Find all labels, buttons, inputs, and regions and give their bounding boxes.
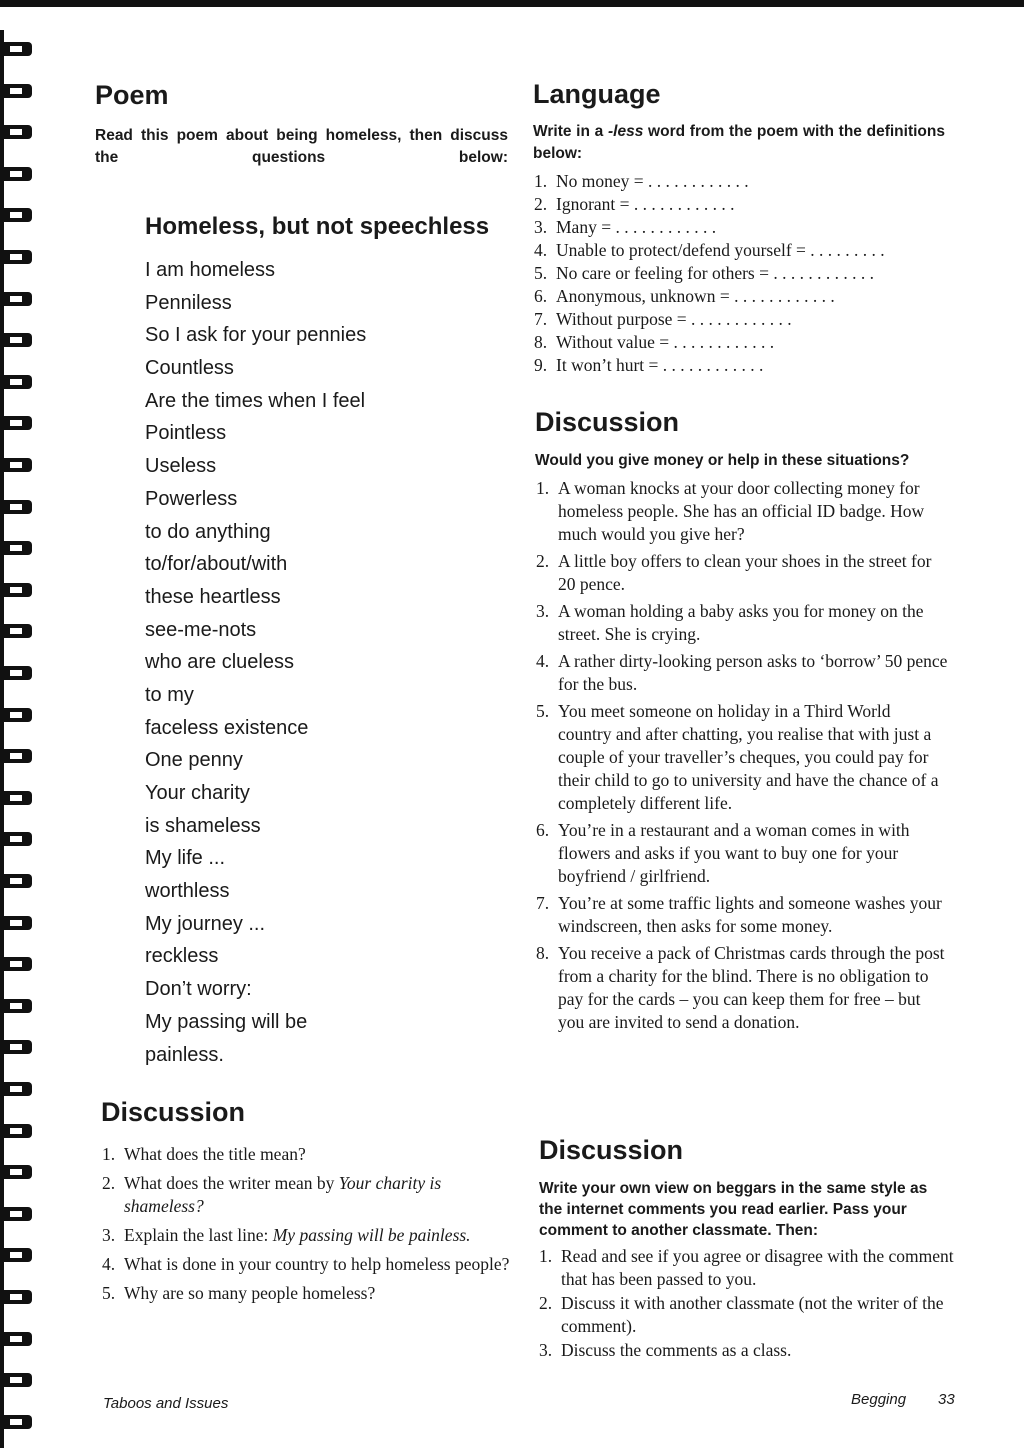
language-definition — [534, 331, 954, 354]
discussion-2-situation — [536, 819, 948, 888]
poem-line: to do anything — [145, 520, 271, 543]
language-instruction — [533, 121, 945, 165]
poem-line: is shameless — [145, 814, 261, 837]
discussion-1-question — [102, 1224, 512, 1247]
item-text: Without value = . . . . . . . . . . . . — [556, 332, 775, 352]
language-definition — [534, 170, 954, 193]
binding-ring — [2, 414, 38, 432]
binding-ring — [2, 664, 38, 682]
discussion-2-instruction: Would you give money or help in these situations? — [535, 452, 910, 469]
item-text: Ignorant = . . . . . . . . . . . . — [556, 194, 735, 214]
binding-ring — [2, 622, 38, 640]
poem-line: My journey ... — [145, 912, 266, 935]
poem-line: faceless existence — [145, 716, 309, 739]
item-text: Many = . . . . . . . . . . . . — [556, 217, 717, 237]
binding-ring — [2, 1122, 38, 1140]
language-definition — [534, 262, 954, 285]
item-number: 3. — [539, 1340, 553, 1360]
poem-line: My passing will be — [145, 1010, 308, 1033]
language-definition — [534, 308, 954, 331]
binding-ring — [2, 456, 38, 474]
item-number: 7. — [536, 893, 550, 913]
item-text: What does the title mean? — [124, 1144, 306, 1164]
item-text: Why are so many people homeless? — [124, 1283, 376, 1303]
item-number: 6. — [536, 820, 550, 840]
binding-ring — [2, 747, 38, 765]
binding-ring — [2, 1413, 38, 1431]
poem-line: worthless — [145, 880, 230, 903]
binding-ring — [2, 165, 38, 183]
discussion-3-heading: Discussion — [539, 1135, 684, 1165]
poem-line: to my — [145, 683, 194, 706]
page-number: 33 — [938, 1391, 955, 1408]
binding-ring — [2, 1038, 38, 1056]
item-text: Read and see if you agree or disagree with the comment that has been passed to you. — [561, 1246, 954, 1289]
item-italic-quote: Your charity is shameless? — [124, 1173, 442, 1216]
item-number: 2. — [534, 194, 548, 214]
discussion-2-situation — [536, 942, 948, 1034]
discussion-1-question — [102, 1172, 512, 1218]
discussion-1-question — [102, 1143, 512, 1166]
language-definition — [534, 216, 954, 239]
binding-ring — [2, 830, 38, 848]
discussion-3-instruction: Write your own view on beggars in the same style as the internet comments you read earlier. Pass your comment to another classmate. Then: — [539, 1180, 928, 1239]
poem-line: My life ... — [145, 847, 226, 870]
item-text: You receive a pack of Christmas cards through the post from a charity for the blind. There is no obligation to pay for the cards – you can keep them for free – but you are invited to send a donation. — [558, 943, 945, 1032]
footer-unit-title: Begging — [851, 1391, 907, 1408]
item-text: You meet someone on holiday in a Third World country and after chatting, you realise that with just a couple of your traveller’s cheques, you could pay for their child to go to university and have the chance of a completely different life. — [558, 701, 939, 813]
binding-ring — [2, 373, 38, 391]
discussion-3-step — [539, 1292, 954, 1338]
item-text: Explain the last line: — [124, 1225, 273, 1245]
item-text: A rather dirty-looking person asks to ‘borrow’ 50 pence for the bus. — [558, 651, 948, 694]
discussion-2-situation — [536, 600, 948, 646]
binding-ring — [2, 1246, 38, 1264]
binding-ring — [2, 706, 38, 724]
item-number: 5. — [534, 263, 548, 283]
item-number: 5. — [536, 701, 550, 721]
item-number: 4. — [536, 651, 550, 671]
item-text: No care or feeling for others = . . . . . . . . . . . . — [556, 263, 874, 283]
item-number: 1. — [536, 478, 550, 498]
poem-line: painless. — [145, 1043, 224, 1066]
item-text: Discuss the comments as a class. — [561, 1340, 792, 1360]
binding-spine — [0, 30, 4, 1448]
item-number: 4. — [534, 240, 548, 260]
poem-line: Powerless — [145, 487, 238, 510]
binding-ring — [2, 1080, 38, 1098]
binding-ring — [2, 1371, 38, 1389]
poem-line: I am homeless — [145, 259, 276, 281]
footer-book-section: Taboos and Issues — [103, 1395, 229, 1412]
item-italic-quote: My passing will be painless. — [272, 1225, 471, 1245]
item-number: 1. — [539, 1246, 553, 1266]
binding-ring — [2, 789, 38, 807]
poem-line: Penniless — [145, 291, 232, 314]
binding-ring — [2, 997, 38, 1015]
item-text: A woman knocks at your door collecting money for homeless people. She has an official ID badge. How much would you give her? — [558, 478, 925, 544]
item-text: A little boy offers to clean your shoes in the street for 20 pence. — [558, 551, 932, 594]
binding-ring — [2, 123, 38, 141]
discussion-2-situation — [536, 477, 948, 546]
item-number: 9. — [534, 355, 548, 375]
poem-instruction: Read this poem about being homeless, then discuss the questions below: — [95, 127, 508, 166]
item-number: 1. — [534, 171, 548, 191]
item-number: 1. — [102, 1144, 116, 1164]
binding-ring — [2, 82, 38, 100]
discussion-2-situation — [536, 700, 948, 815]
language-instruction-pre: Write in a — [533, 123, 608, 140]
binding-ring — [2, 40, 38, 58]
poem-line: Are the times when I feel — [145, 389, 366, 412]
poem-line: Countless — [145, 357, 234, 380]
poem-heading: Poem — [95, 80, 169, 110]
discussion-1-question — [102, 1282, 512, 1305]
item-number: 7. — [534, 309, 548, 329]
spiral-binding — [0, 30, 40, 1448]
poem-line: Useless — [145, 455, 217, 478]
item-text: Anonymous, unknown = . . . . . . . . . . . . — [556, 286, 835, 306]
discussion-1-heading: Discussion — [101, 1097, 246, 1127]
language-instruction-post: word from the poem with the definitions below: — [533, 123, 945, 162]
item-number: 4. — [102, 1254, 116, 1274]
discussion-2-situation — [536, 650, 948, 696]
item-text: A woman holding a baby asks you for money on the street. She is crying. — [558, 601, 924, 644]
poem-line: to/for/about/with — [145, 553, 288, 576]
item-text: Unable to protect/defend yourself = . . . . . . . . . — [556, 240, 885, 260]
binding-ring — [2, 955, 38, 973]
item-text: Discuss it with another classmate (not the writer of the comment). — [561, 1293, 944, 1336]
binding-ring — [2, 248, 38, 266]
poem-line: So I ask for your pennies — [145, 324, 367, 347]
binding-ring — [2, 1330, 38, 1348]
item-number: 3. — [534, 217, 548, 237]
item-text: What is done in your country to help homeless people? — [124, 1254, 510, 1274]
language-definitions — [534, 170, 954, 377]
item-number: 8. — [536, 943, 550, 963]
poem-title: Homeless, but not speechless — [145, 213, 490, 240]
binding-ring — [2, 539, 38, 557]
poem-line: who are clueless — [145, 651, 294, 674]
binding-ring — [2, 914, 38, 932]
binding-ring — [2, 581, 38, 599]
discussion-2-situations — [536, 477, 948, 1038]
language-definition — [534, 285, 954, 308]
binding-ring — [2, 498, 38, 516]
language-definition — [534, 354, 954, 377]
discussion-2-situation — [536, 892, 948, 938]
item-text: No money = . . . . . . . . . . . . — [556, 171, 749, 191]
discussion-1-questions — [102, 1143, 512, 1311]
discussion-2-heading: Discussion — [535, 407, 680, 437]
binding-ring — [2, 206, 38, 224]
item-number: 3. — [536, 601, 550, 621]
discussion-3-steps — [539, 1245, 954, 1363]
item-number: 8. — [534, 332, 548, 352]
language-definition — [534, 239, 954, 262]
binding-ring — [2, 1288, 38, 1306]
discussion-3-step — [539, 1245, 954, 1291]
poem-line: reckless — [145, 945, 219, 968]
discussion-3-step — [539, 1339, 954, 1362]
language-instruction-suffix: -less — [608, 123, 644, 140]
poem-lines — [145, 254, 366, 1071]
poem-line: Don’t worry: — [145, 978, 252, 1001]
language-heading: Language — [533, 79, 661, 109]
poem-line: Your charity — [145, 782, 250, 804]
discussion-2-situation — [536, 550, 948, 596]
poem-line: see-me-nots — [145, 618, 257, 641]
item-number: 2. — [536, 551, 550, 571]
item-text: You’re at some traffic lights and someone washes your windscreen, then asks for some money. — [558, 893, 942, 936]
poem-line: Pointless — [145, 422, 227, 445]
poem-line: One penny — [145, 749, 243, 772]
item-text: It won’t hurt = . . . . . . . . . . . . — [556, 355, 764, 375]
item-text: Without purpose = . . . . . . . . . . . . — [556, 309, 792, 329]
page-top-edge — [0, 0, 1024, 7]
binding-ring — [2, 1163, 38, 1181]
poem-line: these heartless — [145, 585, 281, 608]
discussion-1-question — [102, 1253, 512, 1276]
item-number: 5. — [102, 1283, 116, 1303]
binding-ring — [2, 290, 38, 308]
binding-ring — [2, 331, 38, 349]
item-number: 6. — [534, 286, 548, 306]
language-definition — [534, 193, 954, 216]
item-number: 3. — [102, 1225, 116, 1245]
item-number: 2. — [102, 1173, 116, 1193]
binding-ring — [2, 1205, 38, 1223]
item-text: You’re in a restaurant and a woman comes in with flowers and asks if you want to buy one for your boyfriend / girlfriend. — [558, 820, 910, 886]
item-number: 2. — [539, 1293, 553, 1313]
item-text: What does the writer mean by — [124, 1173, 339, 1193]
binding-ring — [2, 872, 38, 890]
